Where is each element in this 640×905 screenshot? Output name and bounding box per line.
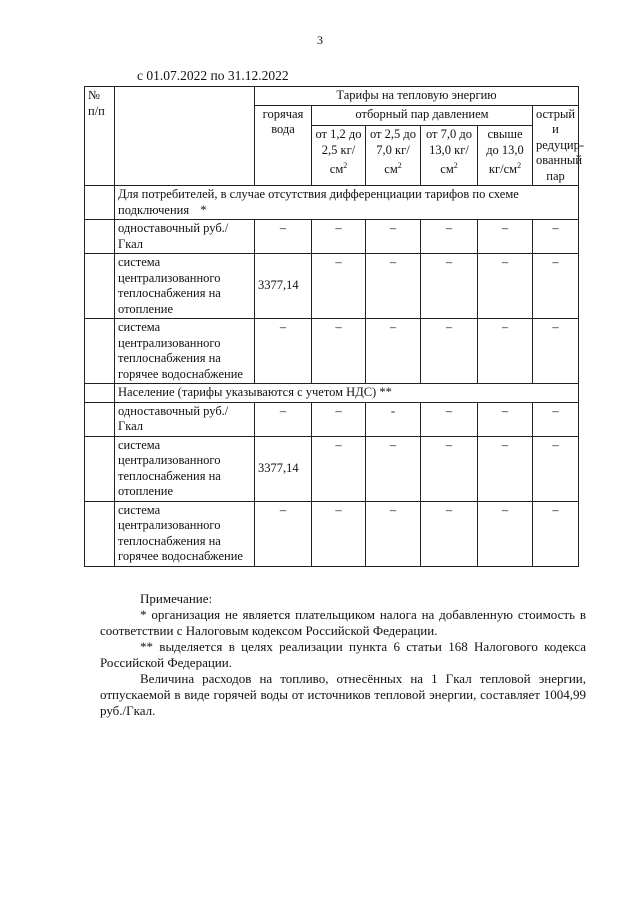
table-row [85,436,579,501]
hot-water-header: горячая вода [255,105,312,186]
row-label: система централизованного теплоснабжения на отопление [115,436,255,501]
value-cell: 3377,14 [255,254,312,319]
num-cell [85,220,115,254]
value-cell: – [366,501,421,566]
table-body [85,87,585,567]
section-row [85,384,579,403]
value-cell: – [533,402,579,436]
value-cell: – [366,436,421,501]
value-cell: – [312,254,366,319]
page-number: 3 [317,33,323,47]
value-cell: – [312,436,366,501]
pressure-header-4: свыше до 13,0 $кг/см^2$ [478,126,533,186]
value-cell: – [533,501,579,566]
pressure-header-1: от 1,2 до 2,5 $кг/см^2$ [312,126,366,186]
num-cell [85,319,115,384]
tariff-table [84,86,585,567]
section-row [85,186,579,220]
value-cell: – [255,220,312,254]
row-label: система централизованного теплоснабжения на отопление [115,254,255,319]
value-cell: – [533,436,579,501]
num-cell [85,501,115,566]
value-cell: – [255,319,312,384]
value-cell: – [255,501,312,566]
pressure-header-3: от 7,0 до 13,0 $кг/см^2$ [421,126,478,186]
empty-header-cell [115,87,255,186]
note-vat-exempt: * организация не является плательщиком налога на добавленную стоимость в соответствии с Налоговым кодексом Российской Федерации. [100,607,586,638]
value-cell: – [533,319,579,384]
value-cell: – [421,402,478,436]
header-row-1 [85,87,579,106]
value-cell: – [478,501,533,566]
notes-block [100,591,586,719]
value-cell: – [312,220,366,254]
value-cell: – [421,501,478,566]
section-title: Для потребителей, в случае отсутствия дифференциации тарифов по схеме подключения * [115,186,579,220]
sharp-steam-header: острый и редуцир-ованный пар [533,105,579,186]
table-row [85,501,579,566]
value-cell: – [478,254,533,319]
value-cell: – [366,220,421,254]
table-row [85,319,579,384]
value-cell: – [421,436,478,501]
num-cell [85,254,115,319]
value-cell: – [421,254,478,319]
value-cell: – [478,436,533,501]
value-cell: – [478,402,533,436]
note-vat-included: ** выделяется в целях реализации пункта 6 статьи 168 Налогового кодекса Российской Федерации. [100,639,586,670]
value-cell: – [478,319,533,384]
value-cell: - [366,402,421,436]
value-cell: – [312,319,366,384]
section-title: Население (тарифы указываются с учетом НДС) ** [115,384,579,403]
tariffs-title: Тарифы на тепловую энергию [255,87,579,106]
footnote-mark: * [200,202,207,217]
pressure-header-2: от 2,5 до 7,0 $кг/см^2$ [366,126,421,186]
notes-title: Примечание: [140,591,213,606]
section-empty-cell [85,384,115,403]
value-cell: – [421,319,478,384]
period-heading: с 01.07.2022 по 31.12.2022 [137,68,289,83]
table-row [85,220,579,254]
table-row [85,254,579,319]
num-header: № п/п [85,87,115,186]
steam-group-header: отборный пар давлением [312,105,533,126]
value-cell: – [312,402,366,436]
table-row [85,402,579,436]
num-cell [85,436,115,501]
note-fuel-costs: Величина расходов на топливо, отнесённых на 1 Гкал тепловой энергии, отпускаемой в виде горячей воды от источников тепловой энергии, составляет 1004,99 руб./Гкал. [100,671,586,718]
value-cell: – [312,501,366,566]
value-cell: – [533,220,579,254]
row-label: одноставочный руб./Гкал [115,220,255,254]
row-label: одноставочный руб./Гкал [115,402,255,436]
value-cell: – [478,220,533,254]
value-cell: – [533,254,579,319]
value-cell: – [255,402,312,436]
value-cell: – [421,220,478,254]
row-label: система централизованного теплоснабжения на горячее водоснабжение [115,319,255,384]
value-cell: 3377,14 [255,436,312,501]
num-cell [85,402,115,436]
value-cell: – [366,319,421,384]
section-empty-cell [85,186,115,220]
row-label: система централизованного теплоснабжения на горячее водоснабжение [115,501,255,566]
value-cell: – [366,254,421,319]
